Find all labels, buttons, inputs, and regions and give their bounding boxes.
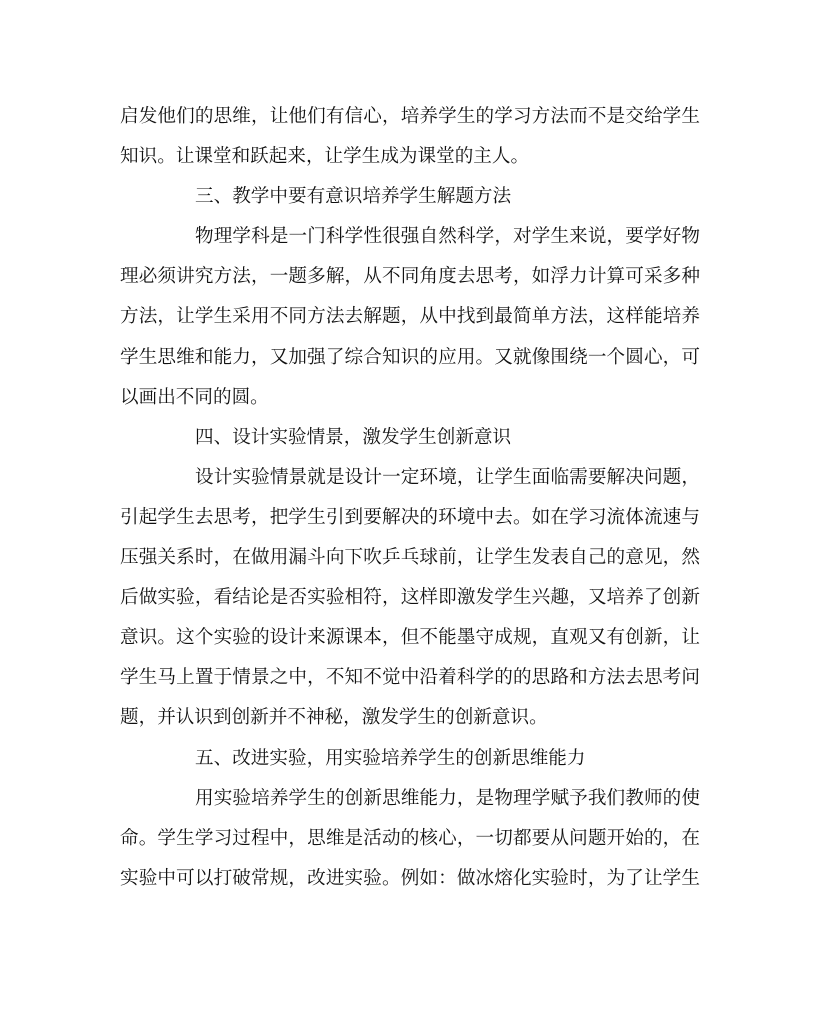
text-line: 命。学生学习过程中，思维是活动的核心，一切都要从问题开始的，在 <box>120 827 700 849</box>
text-line: 启发他们的思维，让他们有信心，培养学生的学习方法而不是交给学生 <box>120 106 700 127</box>
text-line: 以画出不同的圆。 <box>120 386 269 408</box>
text-line: 学生马上置于情景之中，不知不觉中沿着科学的的思路和方法去思考问 <box>120 667 700 689</box>
section-heading-4 <box>120 418 700 458</box>
heading-text: 五、改进实验，用实验培养学生的创新思维能力 <box>195 747 586 769</box>
text-line: 引起学生去思考，把学生引到要解决的环境中去。如在学习流体流速与 <box>120 506 700 528</box>
text-line: 压强关系时，在做用漏斗向下吹乒乓球前，让学生发表自己的意见，然 <box>120 547 700 569</box>
text-line: 用实验培养学生的创新思维能力，是物理学赋予我们教师的使 <box>195 787 700 809</box>
heading-text: 三、教学中要有意识培养学生解题方法 <box>195 186 512 208</box>
text-line: 实验中可以打破常规，改进实验。例如：做冰熔化实验时，为了让学生 <box>120 867 700 889</box>
text-line: 设计实验情景就是设计一定环境，让学生面临需要解决问题， <box>195 466 700 488</box>
text-line: 后做实验，看结论是否实验相符，这样即激发学生兴趣，又培养了创新 <box>120 587 700 609</box>
paragraph-improve-experiments <box>120 779 700 899</box>
paragraph-problem-solving <box>120 217 700 417</box>
heading-text: 四、设计实验情景，激发学生创新意识 <box>195 426 512 448</box>
text-line: 理必须讲究方法，一题多解，从不同角度去思考，如浮力计算可采多种 <box>120 266 700 288</box>
document-body <box>120 97 700 899</box>
section-heading-3 <box>120 177 700 217</box>
paragraph-experiment-scenario <box>120 458 700 739</box>
text-line: 物理学科是一门科学性很强自然科学，对学生来说，要学好物 <box>195 226 700 248</box>
text-line: 知识。让课堂和跃起来，让学生成为课堂的主人。 <box>120 146 530 168</box>
section-heading-5 <box>120 739 700 779</box>
text-line: 方法，让学生采用不同方法去解题，从中找到最简单方法，这样能培养 <box>120 306 700 328</box>
text-line: 意识。这个实验的设计来源课本，但不能墨守成规，直观又有创新，让 <box>120 627 700 649</box>
paragraph-continuation <box>120 97 700 177</box>
text-line: 学生思维和能力，又加强了综合知识的应用。又就像围绕一个圆心，可 <box>120 346 700 368</box>
text-line: 题，并认识到创新并不神秘，激发学生的创新意识。 <box>120 707 548 729</box>
